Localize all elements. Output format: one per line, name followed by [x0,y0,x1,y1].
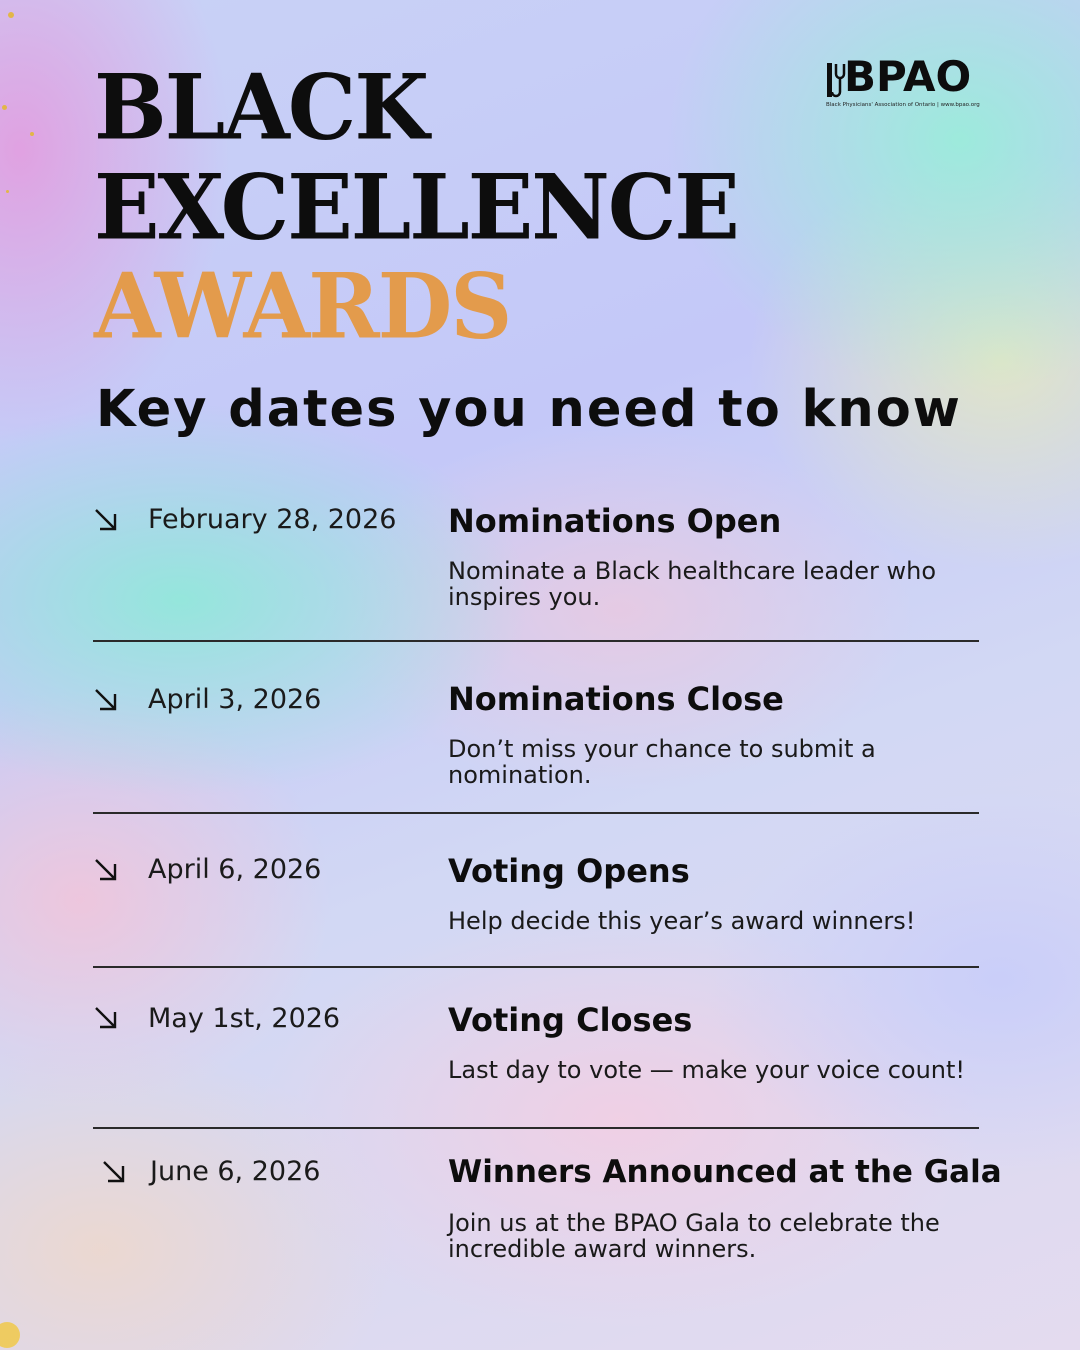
subtitle: Key dates you need to know [96,380,962,439]
divider [93,966,979,968]
arrow-down-right-icon [92,856,120,884]
event-date: February 28, 2026 [148,504,397,535]
event-date: June 6, 2026 [150,1156,321,1187]
gold-sparkle [30,132,34,136]
logo-website: | www.bpao.org [935,102,980,108]
divider [93,1127,979,1129]
divider [93,812,979,814]
arrow-down-right-icon [92,506,120,534]
title-line-black: BLACK [94,54,428,161]
event-date: April 3, 2026 [148,684,322,715]
title-line-excellence: EXCELLENCE [94,154,738,261]
logo-org-name: Black Physicians' Association of Ontario [826,102,936,108]
event-date: May 1st, 2026 [148,1003,341,1034]
arrow-down-right-icon [92,1004,120,1032]
event-description: Don’t miss your chance to submit a nomination. [448,735,876,789]
bpao-logo [826,52,996,112]
event-description: Help decide this year’s award winners! [448,907,916,935]
gold-sparkle [2,105,7,110]
event-description: Nominate a Black healthcare leader who inspires you. [448,557,937,611]
event-heading: Nominations Open [448,502,782,540]
logo-text: BPAO [844,52,972,101]
gold-sparkle [0,1322,20,1348]
event-heading: Voting Closes [448,1001,693,1039]
event-date: April 6, 2026 [148,854,322,885]
event-description: Join us at the BPAO Gala to celebrate the incredible award winners. [448,1209,940,1263]
logo-subtext [826,102,996,108]
gold-sparkle [8,12,14,18]
title-line-awards: AWARDS [94,253,511,360]
stethoscope-icon [826,62,846,102]
arrow-down-right-icon [100,1158,128,1186]
gold-sparkle [6,190,9,193]
divider [93,640,979,642]
event-description: Last day to vote — make your voice count! [448,1056,966,1084]
arrow-down-right-icon [92,686,120,714]
event-heading: Nominations Close [448,680,784,718]
event-heading: Winners Announced at the Gala [448,1154,1002,1190]
event-heading: Voting Opens [448,852,690,890]
